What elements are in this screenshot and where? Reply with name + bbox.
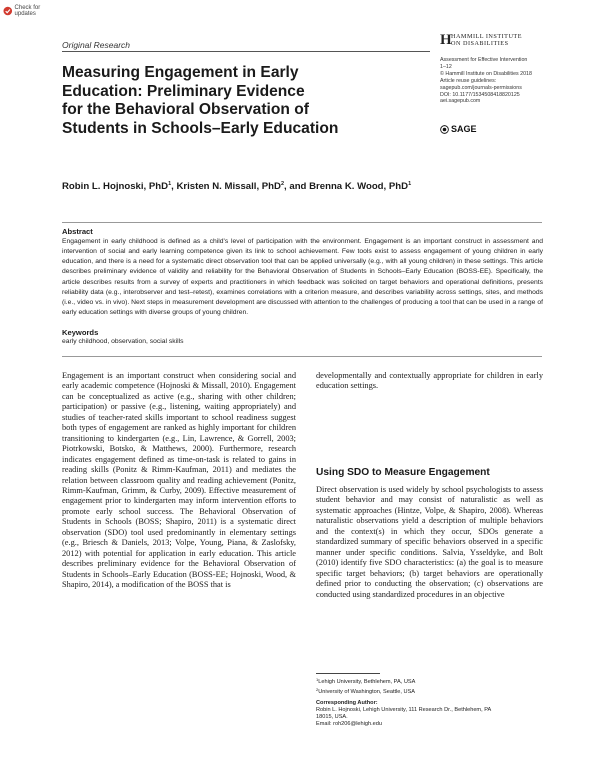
reuse-guidelines: Article reuse guidelines:	[440, 77, 497, 84]
publisher-mark: H	[440, 32, 452, 48]
author-name: Robin L. Hojnoski, PhD	[62, 181, 169, 192]
keywords-heading: Keywords	[62, 328, 99, 337]
permissions-link[interactable]: sagepub.com/journals-permissions	[440, 84, 522, 91]
body-paragraph: developmentally and contextually appropriate for children in early education settings.	[316, 371, 543, 391]
publication-info	[440, 57, 580, 105]
publisher-name-line1: HAMMILL INSTITUTE	[451, 33, 522, 40]
body-paragraph: Engagement is an important construct when considering social and early academic competence (Hojnoski & Missall, 2010). Engagement can be conceptualized as active (e.g., sharing with other children; participation) or passive (e.g., listening, waiting appropriately) and studies of teacher-rated skills important to school readiness suggest both types of engagement are ranked as highly important for children transitioning to kindergarten (e.g., Lin, Lawrence, & Gorrell, 2003; Piotrkowski, Botsko, & Matthews, 2000). Furthermore, research indicates engagement defined as time-on-task is related to gains in reading skills (Ponitz & Rimm-Kaufman, 2011) and mediates the relation between classroom quality and reading achievement (Ponitz, Rimm-Kaufman, Grimm, & Curby, 2009). Effective measurement of engagement prior to kindergarten may inform intervention efforts to promote early school success. The Behavioral Observation of Students in Schools (BOSS; Shapiro, 2011) is a systematic direct observation (SDO) tool used predominantly in elementary settings (e.g., Briesch & Daniels, 2013; Volpe, Young, Piana, & Zaslofsky, 2012) with potential for application in early education. This article describes preliminary evidence for the Behavioral Observation of Students in Schools–Early Education (BOSS-EE; Hojnoski, Wood, & Shapiro, 2014), a modification of the BOSS that is	[62, 371, 296, 590]
author-list	[62, 181, 411, 192]
author-separator: ,	[171, 181, 177, 192]
publisher-name-line2: ON DISABILITIES	[451, 40, 509, 47]
affiliation	[316, 686, 546, 696]
article-title	[62, 64, 432, 138]
affiliation-marker: 2	[280, 181, 285, 187]
doi[interactable]: DOI: 10.1177/1534508418820125	[440, 91, 520, 98]
body-paragraph: Direct observation is used widely by school psychologists to assess student behavior and may consist of naturalistic as well as systematic approaches (Hintze, Volpe, & Shapiro, 2008). Whereas naturalistic observations yield a description of multiple behaviors and the context(s) in which they occur, SDOs generate a standardized summary of specific behaviors observed in a specific manner under specific conditions. Salvia, Ysseldyke, and Bolt (2010) identify five SDO characteristics: (a) the goal is to measure specific target behaviors; (b) target behaviors are operationally defined prior to conducting the observation; (c) observations are conducted using standardized procedures in an objective	[316, 485, 543, 599]
check-for-updates-badge[interactable]	[3, 4, 61, 17]
affiliation-marker: 2	[316, 687, 319, 693]
corresponding-author-email[interactable]: Email: roh206@lehigh.edu	[316, 721, 383, 728]
affiliation	[316, 676, 546, 686]
affiliation-text: Lehigh University, Bethlehem, PA, USA	[318, 679, 416, 685]
sage-logo-icon	[440, 125, 449, 134]
affiliation-marker: 1	[316, 677, 319, 682]
title-line: Students in Schools–Early Education	[62, 119, 339, 137]
affiliation-marker: 1	[408, 181, 412, 187]
journal-url[interactable]: aei.sagepub.com	[440, 98, 481, 105]
article-type-label: Original Research	[62, 40, 131, 50]
footnotes	[316, 676, 546, 729]
author-name: Brenna K. Wood, PhD	[309, 181, 409, 192]
abstract-rule-top	[62, 222, 542, 223]
affiliation-text: University of Washington, Seattle, USA	[318, 689, 416, 696]
author-name: Kristen N. Missall, PhD	[176, 181, 281, 192]
journal-name: Assessment for Effective Intervention	[440, 57, 528, 63]
page-range: 1–12	[440, 63, 452, 70]
affiliation-marker: 1	[168, 181, 172, 187]
corresponding-author-address: Robin L. Hojnoski, Lehigh University, 111 Research Dr., Bethlehem, PA	[316, 706, 492, 713]
corresponding-author-heading: Corresponding Author:	[316, 699, 378, 706]
check-updates-icon	[3, 6, 13, 16]
section-heading: Using SDO to Measure Engagement	[316, 467, 490, 478]
author-separator: , and	[284, 181, 310, 192]
check-updates-label: Check for updates	[14, 4, 41, 17]
keywords-text: early childhood, observation, social skills	[62, 338, 184, 345]
sage-wordmark: SAGE	[451, 124, 477, 134]
body-right-column-top	[316, 371, 543, 392]
title-line: Measuring Engagement in Early	[62, 64, 299, 81]
title-line: for the Behavioral Observation of	[62, 101, 309, 118]
copyright: © Hammill Institute on Disabilities 2018	[440, 70, 532, 77]
sage-logo	[440, 124, 477, 134]
publisher-logo	[440, 33, 570, 49]
header-rule	[62, 51, 430, 52]
body-left-column	[62, 371, 296, 591]
corresponding-author-address: 18015, USA.	[316, 714, 348, 721]
abstract-rule-bottom	[62, 356, 542, 357]
abstract-heading: Abstract	[62, 227, 93, 236]
footnote-rule	[316, 673, 380, 674]
abstract-text: Engagement in early childhood is defined as a child's level of participation with the environment. Engagement is an important construct in assessment and intervention of social and early learning competence given its link to school achievement. Few tools exist to assess engagement of young children in early education, and there is a need for a systematic direct observation tool that can be applied universally (e.g., with all young children) in these settings. This article describes preliminary evidence of validity and reliability for the Behavioral Observation of Students in Schools–Early Education (BOSS-EE). Specifically, the article describes results from a survey of experts and practitioners in which feedback was solicited on target behaviors and operational definitions, presents reliability data (e.g., interobserver and test–retest), examines correlations with a criterion measure, and describes variability across settings, sites, and methods (i.e., video vs. in vivo). Next steps in measurement development are discussed with attention to the challenges of producing a tool that can be used in a range of early education settings with diverse groups of young children.	[62, 238, 543, 317]
title-line: Education: Preliminary Evidence	[62, 82, 305, 100]
body-right-column	[316, 485, 543, 600]
